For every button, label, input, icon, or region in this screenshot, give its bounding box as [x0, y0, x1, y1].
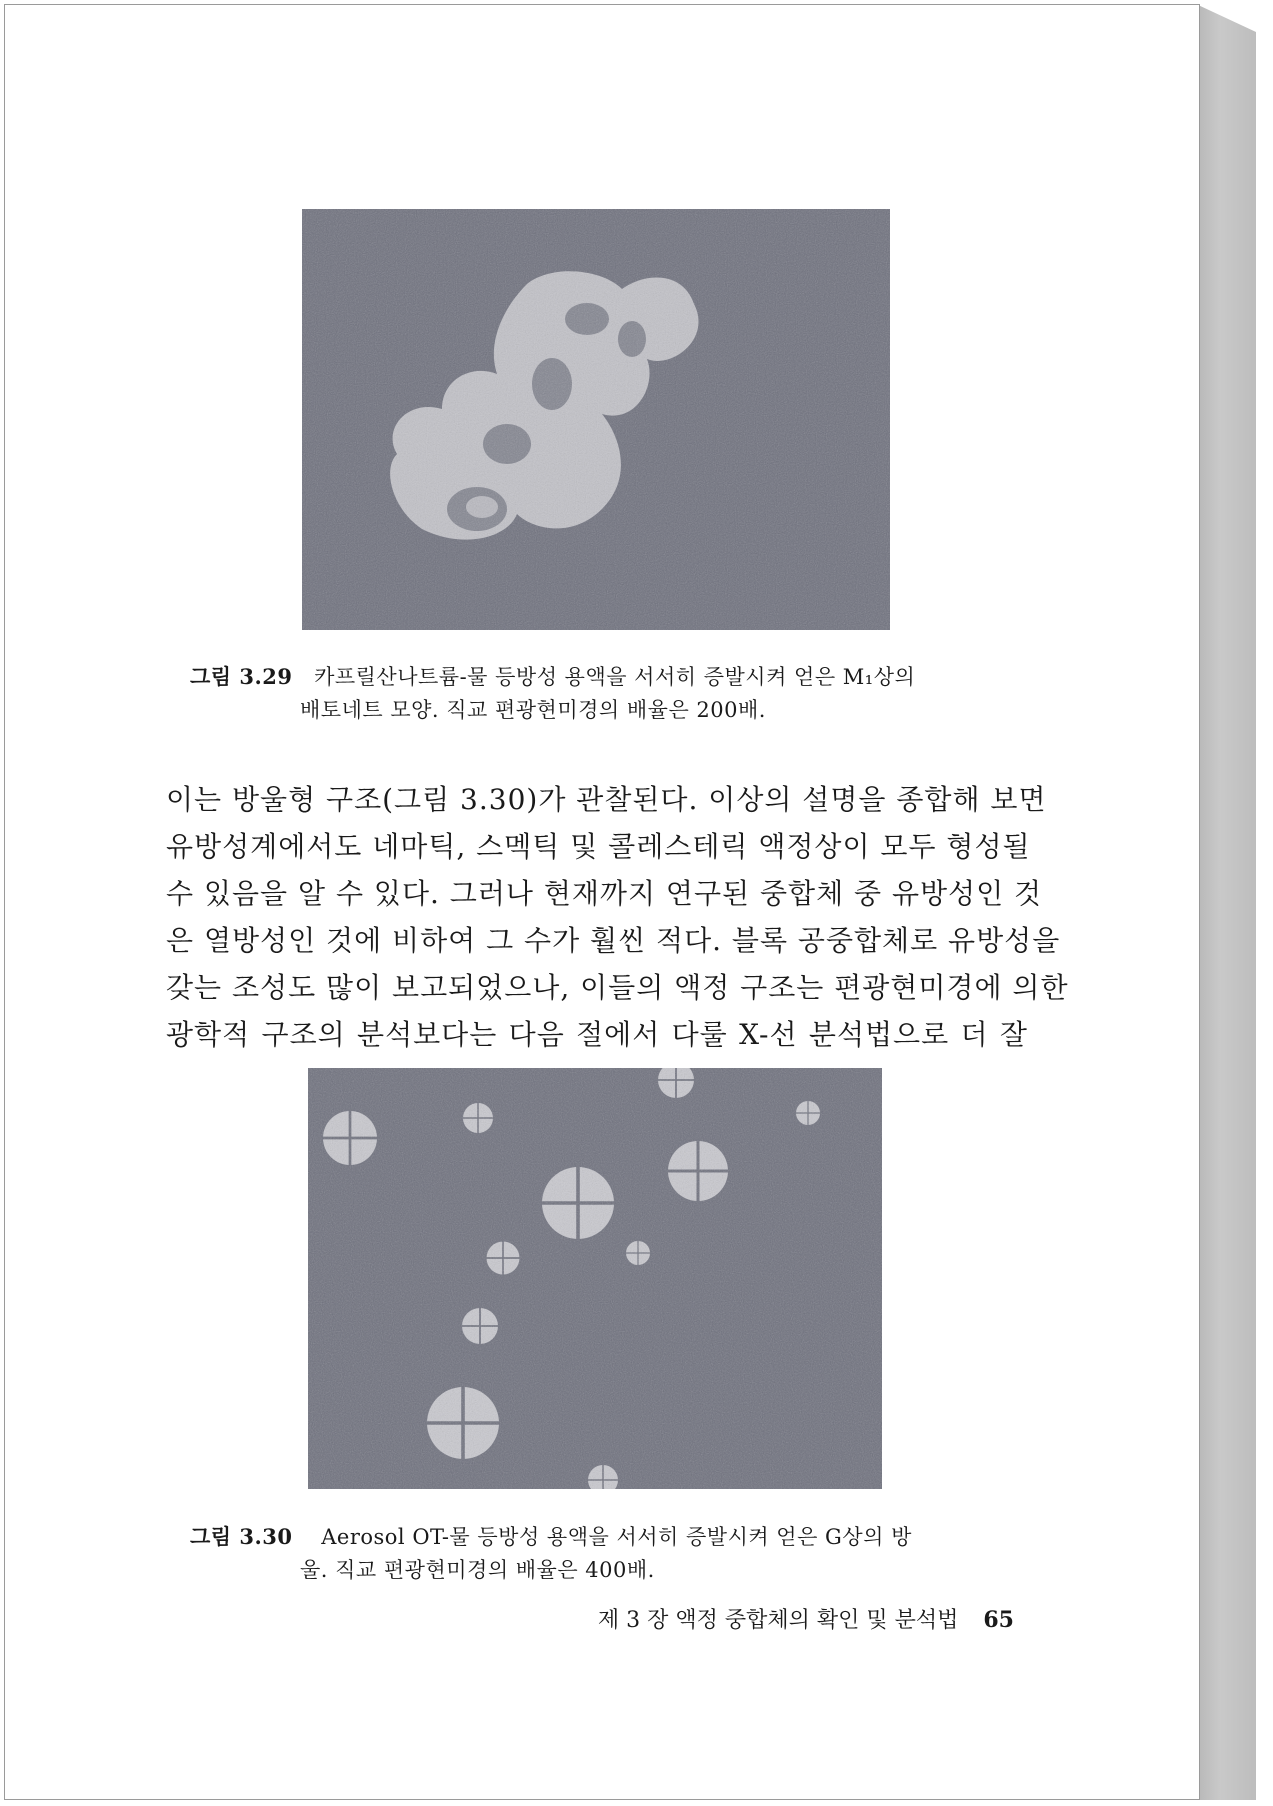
body-line: 갖는 조성도 많이 보고되었으나, 이들의 액정 구조는 편광현미경에 의한: [166, 971, 1069, 1004]
body-line: 유방성계에서도 네마틱, 스멕틱 및 콜레스테릭 액정상이 모두 형성될: [166, 830, 1031, 863]
body-line: 이는 방울형 구조(그림 3.30)가 관찰된다. 이상의 설명을 종합해 보면: [166, 783, 1047, 816]
figure-3-30-caption-line1: Aerosol OT-물 등방성 용액을 서서히 증발시켜 얻은 G상의 방: [321, 1525, 912, 1549]
body-line: 수 있음을 알 수 있다. 그러나 현재까지 연구된 중합체 중 유방성인 것: [166, 877, 1043, 910]
chapter-title: 제 3 장 액정 중합체의 확인 및 분석법: [597, 1608, 959, 1633]
figure-3-29-caption-line2: 배토네트 모양. 직교 편광현미경의 배율은 200배.: [300, 698, 766, 722]
body-line: 은 열방성인 것에 비하여 그 수가 훨씬 적다. 블록 공중합체로 유방성을: [166, 924, 1061, 957]
body-paragraph: [166, 776, 1069, 1058]
figure-3-29-caption: [190, 660, 915, 727]
figure-3-30-caption-line2: 울. 직교 편광현미경의 배율은 400배.: [300, 1558, 655, 1582]
body-line: 광학적 구조의 분석보다는 다음 절에서 다룰 X-선 분석법으로 더 잘: [166, 1018, 1028, 1051]
figure-3-30-micrograph: [308, 1068, 882, 1489]
running-footer: [560, 1603, 1014, 1634]
page-stack-edge: [1196, 4, 1256, 1800]
figure-3-29-micrograph: [302, 209, 890, 630]
figure-3-29-caption-line1: 카프릴산나트륨-물 등방성 용액을 서서히 증발시켜 얻은 M₁상의: [314, 665, 916, 689]
figure-3-30-caption: [190, 1520, 912, 1587]
figure-3-29-label: 그림 3.29: [190, 664, 293, 689]
page-number: 65: [983, 1607, 1014, 1633]
figure-3-30-label: 그림 3.30: [190, 1524, 293, 1549]
